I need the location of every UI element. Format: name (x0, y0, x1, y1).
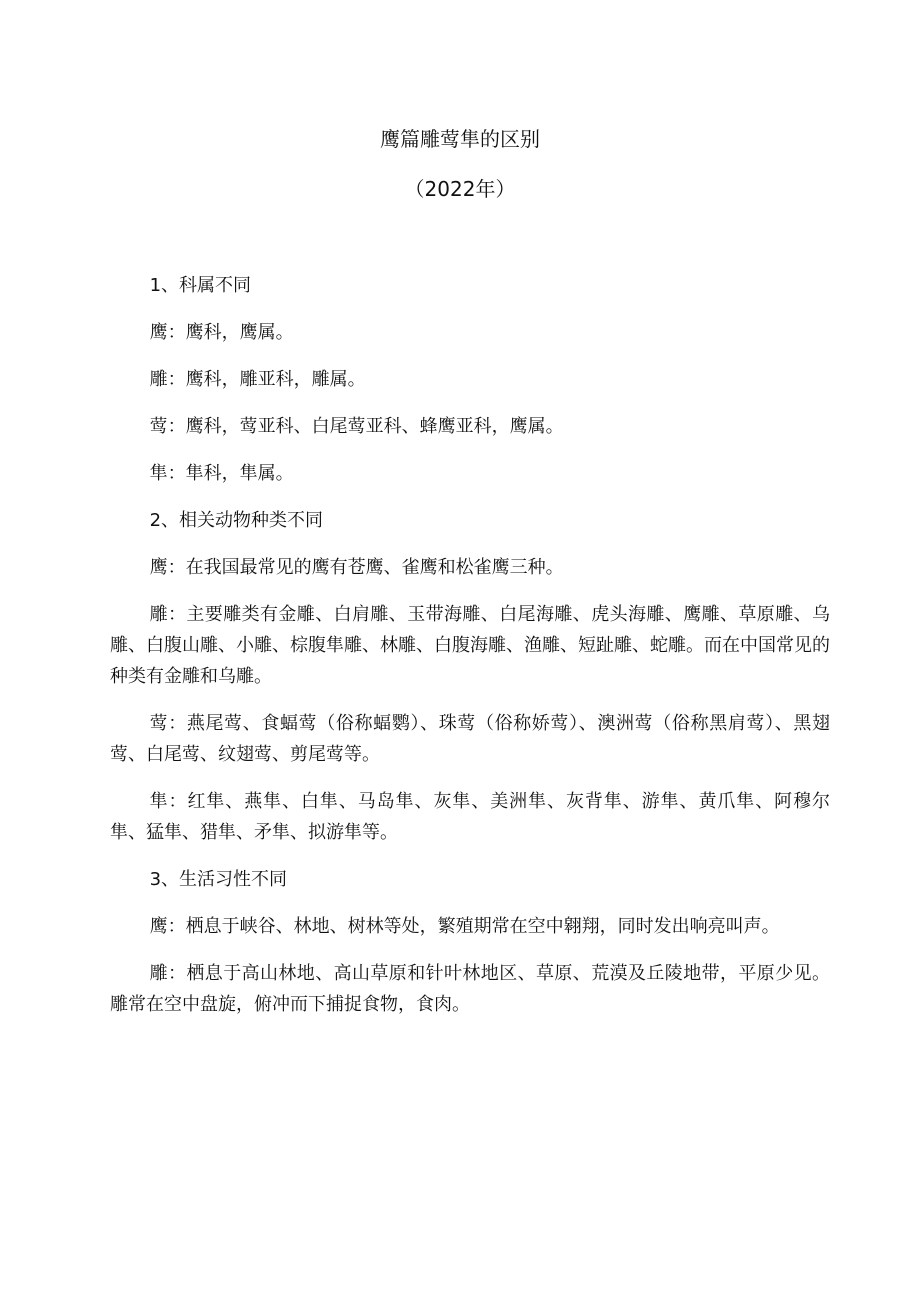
document-body (110, 270, 830, 1036)
paragraph-hawk-eagle-family: 雕：鹰科，雕亚科，雕属。 (149, 369, 366, 390)
section-heading-2: 2、相关动物种类不同 (149, 510, 324, 531)
section-heading-1: 1、科属不同 (149, 275, 252, 296)
section-heading-3: 3、生活习性不同 (149, 869, 288, 890)
paragraph-kite-family: 莺：鹰科，莺亚科、白尾莺亚科、蜂鹰亚科，鹰属。 (149, 416, 564, 437)
document-title: 鹰篇雕莺隼的区别 (380, 127, 540, 151)
document-subtitle: （2022年） (404, 177, 516, 201)
paragraph-eagle-species: 鹰：在我国最常见的鹰有苍鹰、雀鹰和松雀鹰三种。 (149, 557, 564, 578)
paragraph-falcon-family: 隼：隼科，隼属。 (149, 463, 294, 484)
paragraph-falcon-species: 隼：红隼、燕隼、白隼、马岛隼、灰隼、美洲隼、灰背隼、游隼、黄爪隼、阿穆尔隼、猛隼、猎隼、矛隼、拟游隼等。 (110, 791, 830, 843)
paragraph-hawk-eagle-species: 雕：主要雕类有金雕、白肩雕、玉带海雕、白尾海雕、虎头海雕、鹰雕、草原雕、乌雕、白腹山雕、小雕、棕腹隼雕、林雕、白腹海雕、渔雕、短趾雕、蛇雕。而在中国常见的种类有金雕和乌雕。 (110, 604, 830, 687)
paragraph-hawk-eagle-habits: 雕：栖息于高山林地、高山草原和针叶林地区、草原、荒漠及丘陵地带，平原少见。雕常在空中盘旋，俯冲而下捕捉食物，食肉。 (110, 963, 830, 1015)
paragraph-eagle-habits: 鹰：栖息于峡谷、林地、树林等处，繁殖期常在空中翱翔，同时发出响亮叫声。 (149, 916, 780, 937)
paragraph-eagle-family: 鹰：鹰科，鹰属。 (149, 322, 294, 343)
paragraph-kite-species: 莺：燕尾莺、食蝠莺（俗称蝠鹦）、珠莺（俗称娇莺）、澳洲莺（俗称黑肩莺）、黑翅莺、白尾莺、纹翅莺、剪尾莺等。 (110, 713, 830, 765)
